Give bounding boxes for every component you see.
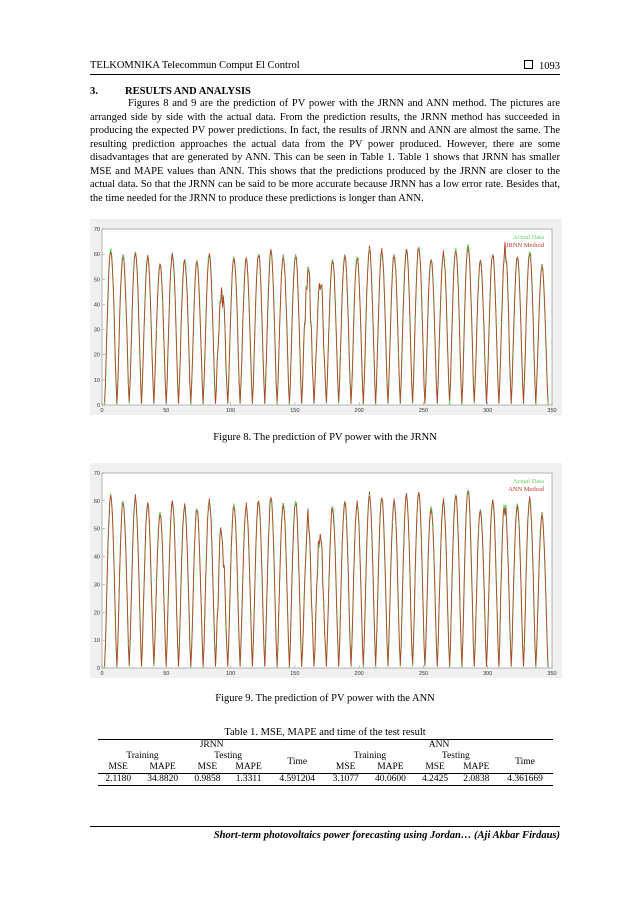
table-cell: 2.1180 bbox=[98, 774, 138, 786]
x-tick-label: 0 bbox=[100, 671, 104, 677]
actual-point bbox=[512, 612, 514, 614]
actual-point bbox=[461, 666, 463, 668]
actual-point bbox=[403, 542, 405, 544]
y-tick-label: 60 bbox=[93, 498, 100, 505]
sub-testing: Testing bbox=[214, 751, 243, 761]
actual-point bbox=[398, 611, 400, 613]
actual-point bbox=[421, 540, 423, 542]
actual-point bbox=[305, 550, 307, 552]
actual-point bbox=[449, 666, 451, 668]
actual-point bbox=[110, 248, 112, 250]
actual-point bbox=[288, 666, 290, 668]
table-group-row bbox=[98, 740, 553, 752]
x-tick-label: 100 bbox=[225, 671, 236, 677]
actual-point bbox=[443, 505, 445, 507]
x-tick-label: 50 bbox=[163, 408, 170, 414]
x-tick-label: 50 bbox=[163, 671, 170, 677]
actual-point bbox=[369, 248, 371, 250]
actual-point bbox=[288, 403, 290, 405]
actual-point bbox=[369, 494, 371, 496]
actual-point bbox=[162, 554, 164, 556]
sub-training: Training bbox=[353, 751, 387, 761]
actual-point bbox=[253, 353, 255, 355]
actual-point bbox=[305, 286, 307, 288]
actual-point bbox=[391, 521, 393, 523]
actual-point bbox=[139, 610, 141, 612]
actual-point bbox=[208, 258, 210, 260]
actual-point bbox=[150, 578, 152, 580]
actual-point bbox=[110, 494, 112, 496]
x-tick-label: 0 bbox=[100, 408, 104, 414]
actual-point bbox=[271, 503, 273, 505]
actual-point bbox=[530, 256, 532, 258]
actual-point bbox=[426, 613, 428, 615]
actual-point bbox=[167, 611, 169, 613]
actual-point bbox=[466, 248, 468, 250]
x-tick-label: 200 bbox=[354, 408, 364, 414]
sub-training: Training bbox=[126, 751, 159, 761]
actual-point bbox=[507, 551, 509, 553]
actual-point bbox=[547, 666, 549, 668]
group-ann: ANN bbox=[325, 740, 553, 752]
actual-point bbox=[466, 495, 468, 497]
table-cell: 0.9858 bbox=[187, 774, 228, 786]
y-tick-label: 20 bbox=[93, 352, 100, 359]
metric-label: MAPE bbox=[149, 762, 176, 772]
actual-point bbox=[512, 354, 514, 356]
actual-point bbox=[144, 548, 146, 550]
actual-point bbox=[403, 291, 405, 293]
actual-point bbox=[346, 521, 348, 523]
actual-point bbox=[214, 383, 216, 385]
y-tick-label: 0 bbox=[96, 666, 100, 672]
actual-point bbox=[259, 272, 261, 274]
table-cell: 1.3311 bbox=[228, 774, 269, 786]
actual-point bbox=[518, 524, 520, 526]
actual-point bbox=[334, 550, 336, 552]
actual-point bbox=[248, 298, 250, 300]
body-paragraph bbox=[90, 97, 560, 205]
page-number: 1093 bbox=[539, 61, 560, 72]
page-number-block bbox=[524, 60, 560, 72]
actual-point bbox=[104, 666, 106, 668]
actual-point bbox=[386, 382, 388, 384]
actual-point bbox=[409, 320, 411, 322]
x-tick-label: 350 bbox=[547, 408, 557, 414]
actual-point bbox=[190, 403, 192, 405]
y-tick-label: 20 bbox=[93, 610, 100, 617]
metric-label: MAPE bbox=[463, 762, 490, 772]
actual-point bbox=[414, 318, 416, 320]
square-bullet-icon bbox=[524, 60, 533, 69]
actual-point bbox=[196, 508, 198, 510]
x-tick-label: 150 bbox=[290, 408, 300, 414]
actual-point bbox=[242, 580, 244, 582]
actual-point bbox=[208, 505, 210, 507]
actual-point bbox=[265, 382, 267, 384]
actual-point bbox=[185, 263, 187, 265]
actual-point bbox=[323, 602, 325, 604]
actual-point bbox=[472, 642, 474, 644]
figure-8-chart bbox=[90, 219, 562, 415]
actual-point bbox=[190, 666, 192, 668]
actual-point bbox=[248, 550, 250, 552]
actual-point bbox=[478, 528, 480, 530]
table-cell: 4.361669 bbox=[497, 774, 553, 786]
actual-point bbox=[202, 666, 204, 668]
actual-point bbox=[541, 266, 543, 268]
header-rule bbox=[90, 74, 560, 75]
table-metric-row bbox=[98, 762, 553, 774]
sub-testing: Testing bbox=[441, 751, 470, 761]
y-tick-label: 50 bbox=[93, 526, 100, 533]
actual-point bbox=[214, 643, 216, 645]
actual-point bbox=[202, 403, 204, 405]
metric-label: MSE bbox=[108, 762, 128, 772]
actual-point bbox=[421, 289, 423, 291]
actual-point bbox=[185, 511, 187, 513]
actual-point bbox=[178, 383, 180, 385]
actual-point bbox=[351, 644, 353, 646]
y-tick-label: 60 bbox=[93, 252, 100, 259]
table-cell: 4.591204 bbox=[269, 774, 325, 786]
actual-point bbox=[116, 666, 118, 668]
actual-point bbox=[311, 363, 313, 365]
actual-point bbox=[282, 256, 284, 258]
figure-8-caption: Figure 8. The prediction of PV power with the JRNN bbox=[213, 432, 437, 443]
actual-point bbox=[489, 546, 491, 548]
table-caption: Table 1. MSE, MAPE and time of the test result bbox=[224, 727, 426, 738]
actual-point bbox=[530, 503, 532, 505]
actual-point bbox=[391, 272, 393, 274]
actual-point bbox=[449, 403, 451, 405]
actual-point bbox=[271, 256, 273, 258]
group-jrnn: JRNN bbox=[98, 740, 325, 752]
actual-point bbox=[535, 403, 537, 405]
actual-point bbox=[375, 666, 377, 668]
actual-point bbox=[432, 526, 434, 528]
table-cell: 40.0600 bbox=[366, 774, 414, 786]
actual-point bbox=[167, 353, 169, 355]
y-tick-label: 30 bbox=[93, 327, 100, 334]
actual-point bbox=[541, 514, 543, 516]
table-cell: 4.2425 bbox=[415, 774, 456, 786]
actual-point bbox=[518, 275, 520, 277]
actual-point bbox=[375, 403, 377, 405]
actual-point bbox=[426, 355, 428, 357]
x-tick-label: 200 bbox=[354, 671, 364, 677]
actual-point bbox=[127, 643, 129, 645]
sub-time: Time bbox=[287, 756, 308, 767]
actual-point bbox=[437, 643, 439, 645]
actual-point bbox=[380, 256, 382, 258]
actual-point bbox=[294, 505, 296, 507]
actual-point bbox=[507, 285, 509, 287]
actual-point bbox=[121, 505, 123, 507]
actual-point bbox=[242, 325, 244, 327]
actual-point bbox=[386, 643, 388, 645]
actual-point bbox=[237, 578, 239, 580]
actual-point bbox=[535, 666, 537, 668]
x-tick-label: 250 bbox=[418, 671, 429, 677]
y-tick-label: 70 bbox=[93, 227, 100, 233]
table-row bbox=[98, 774, 553, 786]
actual-point bbox=[156, 583, 158, 585]
actual-point bbox=[523, 382, 525, 384]
y-tick-label: 10 bbox=[93, 638, 100, 645]
actual-point bbox=[328, 325, 330, 327]
actual-point bbox=[357, 261, 359, 263]
journal-name: TELKOMNIKA Telecommun Comput El Control bbox=[90, 60, 300, 71]
table-cell: 34.8820 bbox=[138, 774, 186, 786]
legend-entry: ANN Method bbox=[508, 486, 544, 493]
actual-point bbox=[173, 521, 175, 523]
actual-point bbox=[300, 643, 302, 645]
section-number: 3. bbox=[90, 86, 98, 97]
actual-point bbox=[547, 403, 549, 405]
y-tick-label: 10 bbox=[93, 377, 100, 384]
x-tick-label: 300 bbox=[483, 408, 493, 414]
actual-point bbox=[317, 316, 319, 318]
actual-point bbox=[351, 383, 353, 385]
actual-point bbox=[150, 324, 152, 326]
actual-point bbox=[133, 270, 135, 272]
actual-point bbox=[237, 324, 239, 326]
table-sub-row bbox=[98, 751, 553, 762]
y-tick-label: 40 bbox=[93, 302, 100, 309]
actual-point bbox=[230, 296, 232, 298]
actual-point bbox=[432, 277, 434, 279]
actual-point bbox=[139, 352, 141, 354]
actual-point bbox=[501, 566, 503, 568]
actual-point bbox=[300, 383, 302, 385]
section-heading bbox=[90, 86, 251, 97]
actual-point bbox=[144, 296, 146, 298]
y-tick-label: 70 bbox=[93, 471, 100, 477]
actual-point bbox=[455, 248, 457, 250]
actual-point bbox=[334, 298, 336, 300]
actual-point bbox=[328, 580, 330, 582]
footer-rule bbox=[90, 826, 560, 827]
x-tick-label: 350 bbox=[547, 671, 557, 677]
actual-point bbox=[362, 666, 364, 668]
actual-point bbox=[133, 519, 135, 521]
actual-point bbox=[409, 574, 411, 576]
actual-point bbox=[398, 353, 400, 355]
actual-point bbox=[196, 261, 198, 263]
actual-point bbox=[178, 644, 180, 646]
actual-point bbox=[495, 322, 497, 324]
actual-point bbox=[443, 258, 445, 260]
paragraph-text: Figures 8 and 9 are the prediction of PV power with the JRNN and ANN method. The pictures are arranged side by side with the actual data. From the prediction results, the JRNN method has succeeded in producing the expected PV power predictions. In fact, the results of JRNN and ANN are almost the same. The resulting prediction approaches the actual data from the PV power produced. However, there are some disadvantages that are generated by ANN. This can be seen in Table 1. Table 1 shows that JRNN has smaller MSE and MAPE values than ANN. This shows that the predictions produced by the JRNN are closer to the actual data. So that the JRNN can be said to be more accurate because JRNN has a low error rate. Besides that, the time needed for the JRNN to produce these predictions is longer than ANN. bbox=[90, 98, 560, 204]
x-tick-label: 150 bbox=[290, 671, 300, 677]
chart-svg bbox=[90, 219, 562, 415]
actual-point bbox=[346, 272, 348, 274]
actual-point bbox=[116, 403, 118, 405]
actual-point bbox=[340, 611, 342, 613]
running-footer: Short-term photovoltaics power forecasting using Jordan… (Aji Akbar Firdaus) bbox=[213, 830, 560, 841]
actual-point bbox=[357, 508, 359, 510]
actual-point bbox=[461, 403, 463, 405]
y-tick-label: 40 bbox=[93, 554, 100, 561]
actual-point bbox=[478, 279, 480, 281]
x-tick-label: 250 bbox=[418, 408, 429, 414]
figure-9-chart bbox=[90, 463, 562, 678]
chart-svg bbox=[90, 463, 562, 678]
figure-9-caption: Figure 9. The prediction of PV power with the ANN bbox=[215, 693, 435, 704]
legend-entry: JRNN Method bbox=[505, 242, 544, 249]
actual-point bbox=[340, 353, 342, 355]
legend-entry: Actual Data bbox=[512, 478, 544, 485]
table-cell: 3.1077 bbox=[325, 774, 366, 786]
actual-point bbox=[225, 626, 227, 628]
results-table bbox=[98, 739, 553, 786]
actual-point bbox=[495, 577, 497, 579]
actual-point bbox=[311, 620, 313, 622]
metric-label: MAPE bbox=[235, 762, 262, 772]
actual-point bbox=[414, 572, 416, 574]
actual-point bbox=[294, 258, 296, 260]
x-tick-label: 300 bbox=[483, 671, 493, 677]
metric-label: MSE bbox=[335, 762, 356, 772]
actual-point bbox=[219, 301, 221, 303]
actual-point bbox=[455, 494, 457, 496]
actual-point bbox=[501, 322, 503, 324]
sub-time: Time bbox=[515, 756, 535, 767]
actual-point bbox=[317, 567, 319, 569]
metric-label: MSE bbox=[425, 762, 445, 772]
actual-point bbox=[484, 356, 486, 358]
actual-point bbox=[162, 302, 164, 304]
actual-point bbox=[173, 272, 175, 274]
actual-point bbox=[282, 503, 284, 505]
actual-point bbox=[253, 611, 255, 613]
metric-label: MAPE bbox=[377, 762, 404, 772]
actual-point bbox=[156, 328, 158, 330]
actual-point bbox=[127, 383, 129, 385]
actual-point bbox=[437, 383, 439, 385]
actual-point bbox=[380, 503, 382, 505]
y-tick-label: 50 bbox=[93, 277, 100, 284]
actual-point bbox=[219, 535, 221, 537]
actual-point bbox=[104, 403, 106, 405]
actual-point bbox=[276, 403, 278, 405]
actual-point bbox=[265, 643, 267, 645]
actual-point bbox=[230, 548, 232, 550]
y-tick-label: 30 bbox=[93, 582, 100, 589]
x-tick-label: 100 bbox=[225, 408, 236, 414]
actual-point bbox=[484, 613, 486, 615]
legend-entry: Actual Data bbox=[512, 234, 544, 241]
actual-point bbox=[362, 403, 364, 405]
y-tick-label: 0 bbox=[96, 403, 100, 409]
actual-point bbox=[489, 295, 491, 297]
actual-point bbox=[225, 368, 227, 370]
actual-point bbox=[259, 521, 261, 523]
actual-point bbox=[121, 258, 123, 260]
table-cell: 2.0838 bbox=[456, 774, 497, 786]
actual-point bbox=[276, 666, 278, 668]
section-title: RESULTS AND ANALYSIS bbox=[125, 86, 251, 97]
actual-point bbox=[323, 349, 325, 351]
actual-point bbox=[523, 643, 525, 645]
actual-point bbox=[472, 381, 474, 383]
metric-label: MSE bbox=[197, 762, 218, 772]
